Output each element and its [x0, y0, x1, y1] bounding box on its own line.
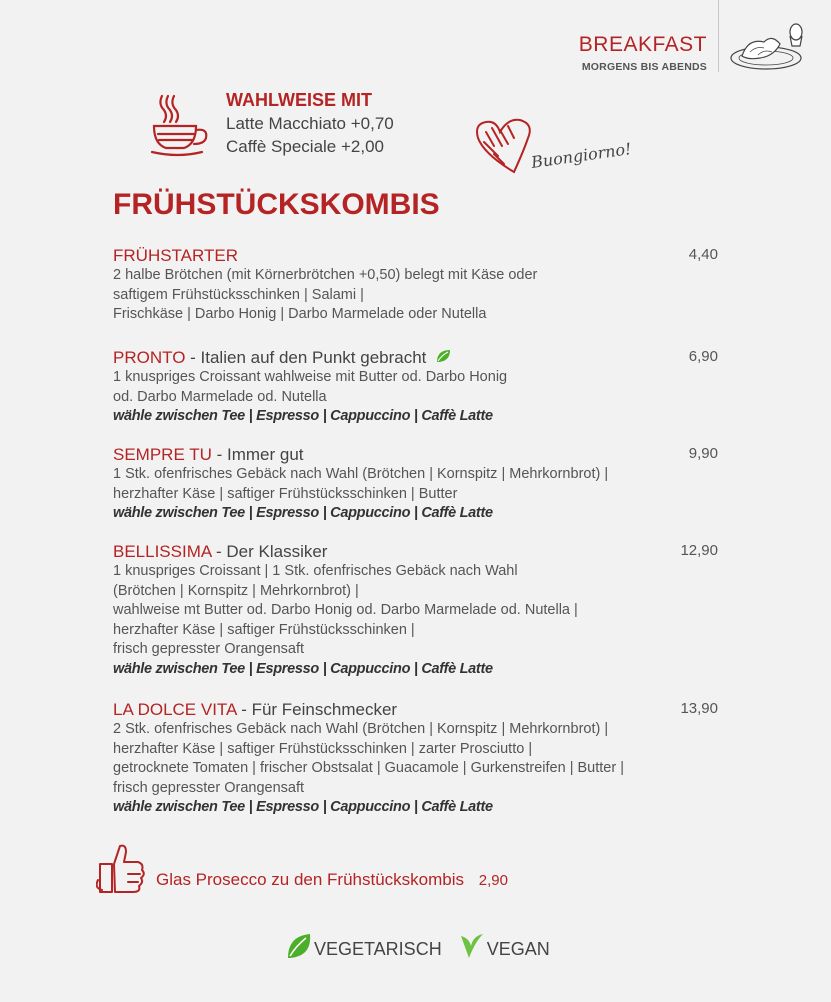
item-price: 12,90: [680, 542, 718, 559]
header-divider: [718, 0, 719, 72]
item-drink-choice: wähle zwischen Tee | Espresso | Cappuccino | Caffè Latte: [113, 408, 493, 424]
header-title: BREAKFAST: [578, 33, 707, 56]
section-title: FRÜHSTÜCKSKOMBIS: [113, 188, 440, 221]
item-subtitle: - Italien auf den Punkt gebracht: [185, 348, 427, 367]
vegetarian-leaf-icon: [286, 932, 312, 960]
item-subtitle: - Immer gut: [211, 445, 304, 464]
greeting-text: Buongiorno!: [529, 139, 633, 172]
breakfast-plate-icon: [730, 22, 806, 74]
menu-item: [113, 542, 719, 679]
desc-line: saftigem Frühstücksschinken | Salami |: [113, 286, 364, 303]
legend-vegetarian-label: VEGETARISCH: [314, 939, 442, 959]
desc-line: Frischkäse | Darbo Honig | Darbo Marmelade oder Nutella: [113, 306, 487, 322]
menu-item: [113, 445, 719, 524]
header-subtitle: MORGENS BIS ABENDS: [581, 61, 707, 73]
vegetarian-leaf-icon: [435, 348, 451, 364]
desc-line: frisch gepresster Orangensaft: [113, 641, 305, 657]
item-subtitle: - Der Klassiker: [211, 542, 328, 561]
item-name: LA DOLCE VITA: [113, 700, 237, 719]
desc-line: (Brötchen | Kornspitz | Mehrkornbrot) |: [113, 582, 359, 599]
desc-line: 2 Stk. ofenfrisches Gebäck nach Wahl (Brötchen | Kornspitz | Mehrkornbrot) |: [113, 721, 609, 737]
coffee-cup-icon: [150, 94, 212, 158]
prosecco-price: 2,90: [478, 872, 508, 889]
menu-item: [113, 348, 719, 427]
thumbs-up-icon: [96, 842, 146, 898]
item-name: PRONTO: [113, 348, 186, 367]
item-name: SEMPRE TU: [113, 445, 212, 464]
diet-legend: [286, 932, 562, 965]
item-description: [113, 562, 719, 660]
item-description: [113, 266, 719, 325]
desc-line: herzhafter Käse | saftiger Frühstücksschinken |: [113, 621, 415, 638]
desc-line: 1 Stk. ofenfrisches Gebäck nach Wahl (Brötchen | Kornspitz | Mehrkornbrot) |: [113, 466, 609, 482]
desc-line: 1 knuspriges Croissant wahlweise mit Butter od. Darbo Honig: [113, 369, 508, 385]
item-drink-choice: wähle zwischen Tee | Espresso | Cappuccino | Caffè Latte: [113, 505, 493, 521]
desc-line: getrocknete Tomaten | frischer Obstsalat | Guacamole | Gurkenstreifen | Butter |: [113, 760, 624, 776]
item-name: FRÜHSTARTER: [113, 246, 238, 265]
upgrade-heading: WAHLWEISE MIT: [226, 90, 372, 110]
desc-line: od. Darbo Marmelade od. Nutella: [113, 388, 327, 405]
desc-line: herzhafter Käse | saftiger Frühstücksschinken | zarter Prosciutto |: [113, 740, 533, 757]
desc-line: herzhafter Käse | saftiger Frühstücksschinken | Butter: [113, 485, 458, 502]
upgrade-line: Caffè Speciale +2,00: [226, 137, 384, 156]
legend-vegan: [459, 932, 550, 960]
item-description: [113, 368, 719, 407]
item-drink-choice: wähle zwischen Tee | Espresso | Cappuccino | Caffè Latte: [113, 799, 493, 815]
desc-line: wahlweise mt Butter od. Darbo Honig od. Darbo Marmelade od. Nutella |: [113, 602, 578, 618]
item-price: 4,40: [688, 246, 718, 263]
desc-line: frisch gepresster Orangensaft: [113, 779, 305, 796]
item-description: [113, 465, 719, 504]
legend-vegetarian: [286, 932, 442, 960]
upgrade-line: Latte Macchiato +0,70: [226, 114, 394, 133]
vegan-leaf-icon: [459, 932, 485, 960]
item-subtitle: - Für Feinschmecker: [236, 700, 398, 719]
drink-upgrade-info: [226, 90, 394, 157]
item-drink-choice: wähle zwischen Tee | Espresso | Cappuccino | Caffè Latte: [113, 660, 493, 677]
menu-item: [113, 246, 719, 325]
desc-line: 2 halbe Brötchen (mit Körnerbrötchen +0,50) belegt mit Käse oder: [113, 267, 538, 283]
item-name: BELLISSIMA: [113, 542, 212, 561]
heart-greeting-icon: [474, 116, 664, 180]
item-price: 13,90: [680, 700, 718, 717]
item-description: [113, 720, 719, 798]
desc-line: 1 knuspriges Croissant | 1 Stk. ofenfrisches Gebäck nach Wahl: [113, 563, 518, 579]
item-price: 9,90: [688, 445, 718, 462]
prosecco-label: Glas Prosecco zu den Frühstückskombis: [156, 870, 465, 889]
item-price: 6,90: [688, 348, 718, 365]
legend-vegan-label: VEGAN: [486, 939, 550, 959]
prosecco-offer: [156, 870, 508, 890]
menu-item: [113, 700, 719, 818]
page-header: [579, 34, 707, 73]
